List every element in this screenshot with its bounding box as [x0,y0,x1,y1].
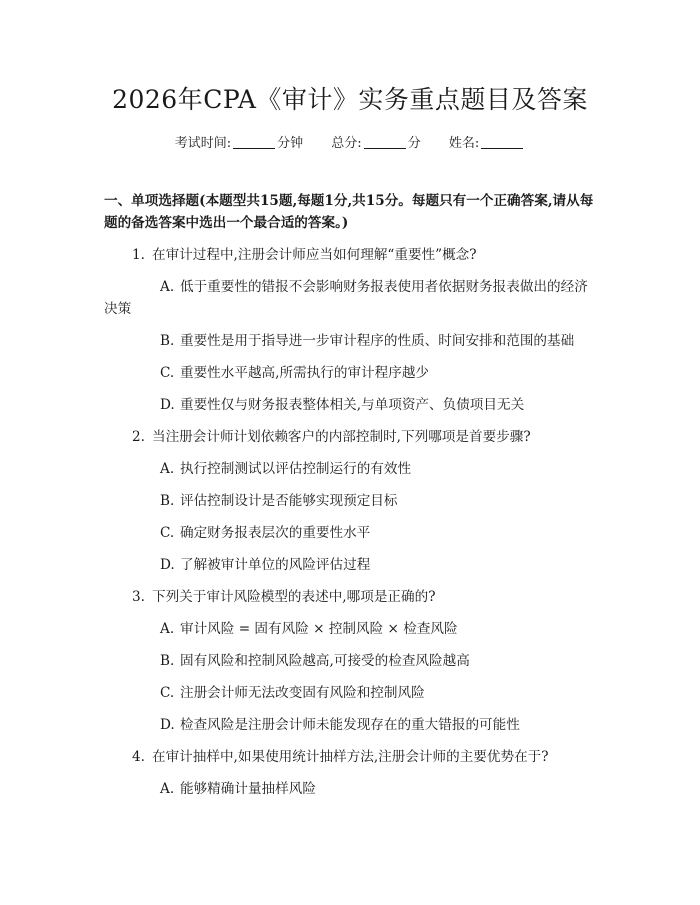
total-score-field [331,134,420,154]
option-text: 评估控制设计是否能够实现预定目标 [180,493,398,509]
question-3-option-c [104,682,596,704]
question-3-option-d [104,714,596,736]
option-key: B. [160,333,175,349]
option-key: A. [160,781,175,797]
option-text: 审计风险 = 固有风险 × 控制风险 × 检查风险 [180,621,458,637]
question-text: 在审计过程中,注册会计师应当如何理解“重要性”概念? [152,247,477,263]
option-text: 检查风险是注册会计师未能发现存在的重大错报的可能性 [180,717,520,733]
option-key: D. [160,717,175,733]
total-score-blank [364,135,406,149]
option-key: C. [160,525,175,541]
question-number: 1. [132,247,145,263]
question-number: 4. [132,749,145,765]
question-text: 在审计抽样中,如果使用统计抽样方法,注册会计师的主要优势在于? [152,749,549,765]
question-1 [104,244,596,266]
question-2-option-c [104,522,596,544]
exam-time-field [175,134,303,154]
section-heading: 一、单项选择题(本题型共15题,每题1分,共15分。每题只有一个正确答案,请从每题的备选答案中选出一个最合适的答案。) [104,193,594,231]
exam-time-label: 考试时间: [174,136,232,151]
option-text: 重要性仅与财务报表整体相关,与单项资产、负债项目无关 [180,397,525,413]
name-field [449,134,525,154]
question-1-option-c [104,362,596,384]
question-3 [104,586,596,608]
question-1-option-b [104,330,596,352]
option-key: D. [160,557,175,573]
option-key: C. [160,685,175,701]
question-text: 下列关于审计风险模型的表述中,哪项是正确的? [152,589,436,605]
question-2-option-d [104,554,596,576]
option-text: 确定财务报表层次的重要性水平 [180,525,371,541]
name-blank [481,135,523,149]
option-key: B. [160,493,175,509]
question-number: 2. [132,429,145,445]
option-text: 注册会计师无法改变固有风险和控制风险 [180,685,425,701]
name-label: 姓名: [448,136,480,151]
question-2-option-a [104,458,596,480]
option-text: 固有风险和控制风险越高,可接受的检查风险越高 [180,653,470,669]
option-key: A. [160,621,175,637]
option-key: D. [160,397,175,413]
question-2-option-b [104,490,596,512]
option-text: 重要性是用于指导进一步审计程序的性质、时间安排和范围的基础 [180,333,575,349]
option-text: 执行控制测试以评估控制运行的有效性 [180,461,412,477]
option-key: B. [160,653,175,669]
option-text: 重要性水平越高,所需执行的审计程序越少 [180,365,430,381]
document-title: 2026年CPA《审计》实务重点题目及答案 [112,85,588,114]
option-text: 低于重要性的错报不会影响财务报表使用者依据财务报表做出的经济决策 [104,279,588,317]
question-1-option-a [104,276,596,320]
question-1-option-d [104,394,596,416]
question-2 [104,426,596,448]
option-text: 能够精确计量抽样风险 [180,781,316,797]
option-key: A. [160,461,175,477]
total-score-unit: 分 [407,136,421,151]
option-key: A. [160,279,175,295]
exam-time-unit: 分钟 [277,136,304,151]
exam-info-line [104,134,596,154]
question-4-option-a [104,778,596,800]
question-3-option-a [104,618,596,640]
option-text: 了解被审计单位的风险评估过程 [180,557,371,573]
option-key: C. [160,365,175,381]
question-number: 3. [132,589,145,605]
total-score-label: 总分: [331,136,362,151]
question-4 [104,746,596,768]
question-3-option-b [104,650,596,672]
exam-time-blank [233,135,275,149]
question-text: 当注册会计师计划依赖客户的内部控制时,下列哪项是首要步骤? [152,429,531,445]
